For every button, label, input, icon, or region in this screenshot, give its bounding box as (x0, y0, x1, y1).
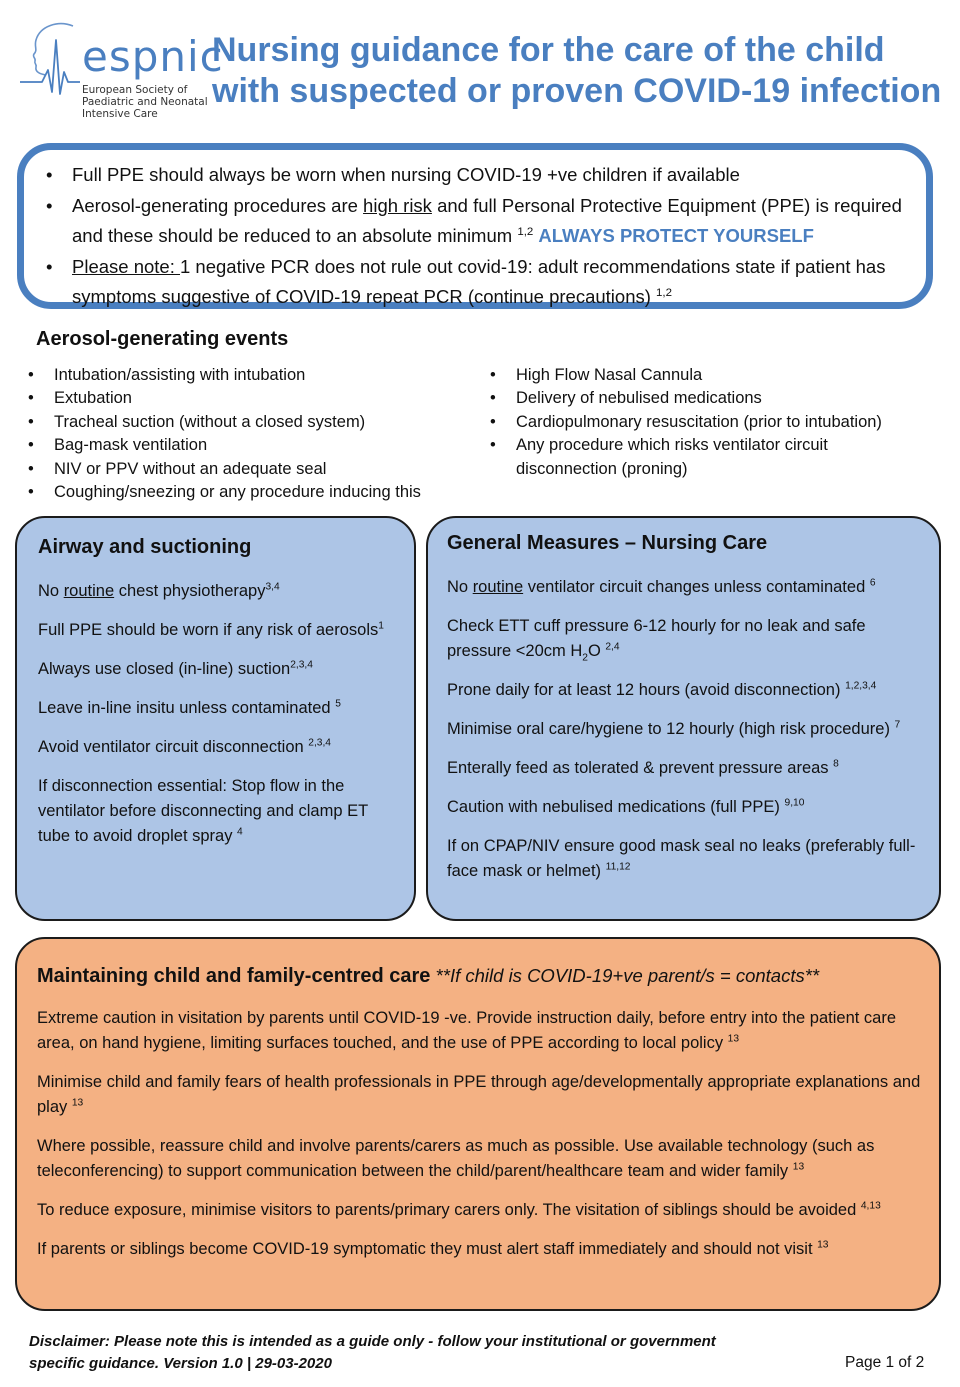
item-text: No (447, 578, 473, 596)
panel-title-text: Maintaining child and family-centred care (37, 965, 431, 987)
logo-subtitle-line: Paediatric and Neonatal (82, 96, 208, 108)
item-underlined: routine (63, 582, 115, 600)
item-text: If parents or siblings become COVID-19 symptomatic they must alert staff immediately and should not visit (37, 1240, 818, 1258)
reference-superscript: 13 (71, 1097, 84, 1109)
subscript: 2 (582, 652, 588, 664)
key-points-list (46, 160, 926, 313)
reference-superscript: 4,13 (860, 1200, 881, 1212)
item-text: Minimise child and family fears of health professionals in PPE through age/developmentally appropriate explanations and play (37, 1073, 921, 1116)
item-text: O (587, 642, 606, 660)
logo-subtitle (82, 84, 208, 120)
logo-wordmark: espnic (82, 32, 224, 81)
panel-item (37, 1237, 922, 1262)
panel-item (447, 575, 927, 600)
list-item: • Cardiopulmonary resuscitation (prior to intubation) (490, 411, 930, 434)
panel-item (447, 756, 927, 781)
reference-superscript: 3,4 (265, 581, 280, 593)
panel-title (37, 965, 819, 988)
item-text: Full PPE should be worn if any risk of aerosols (38, 621, 379, 639)
panel-item (447, 795, 927, 820)
panel-item (38, 657, 398, 682)
reference-superscript: 8 (833, 758, 839, 770)
family-items (37, 1006, 922, 1276)
panel-item (38, 579, 398, 604)
panel-item (447, 834, 927, 884)
list-item: • NIV or PPV without an adequate seal (28, 458, 468, 481)
item-text: chest physiotherapy (114, 582, 266, 600)
disclaimer-line: specific guidance. Version 1.0 | 29-03-2020 (29, 1355, 332, 1372)
reference-superscript: 9,10 (784, 797, 805, 809)
page-title-line: with suspected or proven COVID-19 infection (212, 72, 942, 110)
item-text: Extreme caution in visitation by parents until COVID-19 -ve. Provide instruction daily, before entry into the patient care area, on hand hygiene, limiting surfaces touched, and the use of PPE according to local policy (37, 1009, 897, 1052)
key-points-box (17, 143, 933, 309)
airway-items (38, 579, 398, 863)
page-title (212, 30, 952, 112)
list-item: • Coughing/sneezing or any procedure inducing this (28, 481, 468, 504)
panel-item (38, 618, 398, 643)
item-text: To reduce exposure, minimise visitors to parents/primary carers only. The visitation of siblings should be avoided (37, 1201, 861, 1219)
page-number: Page 1 of 2 (845, 1354, 925, 1371)
panel-item (38, 696, 398, 721)
item-text: Caution with nebulised medications (full PPE) (447, 798, 785, 816)
list-item: • Bag-mask ventilation (28, 434, 468, 457)
reference-superscript: 4 (237, 826, 243, 838)
logo-subtitle-line: European Society of (82, 84, 188, 96)
item-text: Prone daily for at least 12 hours (avoid disconnection) (447, 681, 846, 699)
aerosol-list-right (490, 364, 930, 481)
reference-superscript: 1 (378, 620, 384, 632)
panel-item (447, 614, 927, 664)
list-item: • Intubation/assisting with intubation (28, 364, 468, 387)
key-point (46, 160, 926, 191)
list-item: • Tracheal suction (without a closed system) (28, 411, 468, 434)
panel-item (38, 735, 398, 760)
reference-superscript: 11,12 (605, 861, 631, 873)
key-point-text: and full Personal Protective Equipment (PPE) is required and these should be reduced to an absolute minimum (72, 194, 902, 246)
item-text: Where possible, reassure child and involve parents/carers as much as possible. Use available technology (such as teleconferencing) to support communication between the child/parent/healthcare team and wider family (37, 1137, 875, 1180)
key-point (46, 252, 926, 313)
item-text: Avoid ventilator circuit disconnection (38, 738, 309, 756)
item-underlined: routine (472, 578, 524, 596)
reference-superscript: 6 (869, 577, 876, 589)
item-text: If disconnection essential: Stop flow in the ventilator before disconnecting and clamp ET tube to avoid droplet spray (38, 777, 368, 845)
reference-superscript: 2,4 (605, 641, 620, 653)
reference-superscript: 2,3,4 (290, 659, 313, 671)
panel-item (37, 1198, 922, 1223)
item-text: ventilator circuit changes unless contaminated (523, 578, 870, 596)
panel-item (447, 678, 927, 703)
key-point-text: Full PPE should always be worn when nursing COVID-19 +ve children if available (72, 164, 740, 185)
general-measures-panel (426, 516, 941, 921)
panel-item (37, 1070, 922, 1120)
family-centred-care-panel (15, 937, 941, 1311)
key-point-underlined: high risk (363, 194, 432, 216)
list-item: • Extubation (28, 387, 468, 410)
logo-subtitle-line: Intensive Care (82, 108, 158, 120)
key-point-text: Aerosol-generating procedures are (72, 194, 364, 216)
panel-item (38, 774, 398, 849)
reference-superscript: 2,3,4 (308, 737, 331, 749)
reference-superscript: 1,2 (656, 286, 672, 299)
aerosol-list-left (28, 364, 468, 504)
item-text: No (38, 582, 64, 600)
aerosol-section-title: Aerosol-generating events (36, 328, 289, 350)
general-items (447, 575, 927, 898)
contacts-note: If child is COVID-19+ve parent/s = contacts** (449, 965, 820, 986)
reference-superscript: 7 (894, 719, 901, 731)
reference-superscript: 1,2 (517, 225, 534, 238)
reference-superscript: 1,2,3,4 (845, 680, 877, 692)
disclaimer (29, 1331, 809, 1375)
item-text: Always use closed (in-line) suction (38, 660, 291, 678)
item-text: Minimise oral care/hygiene to 12 hourly (high risk procedure) (447, 720, 895, 738)
key-point (46, 191, 926, 252)
reference-superscript: 13 (792, 1161, 805, 1173)
reference-superscript: 5 (335, 698, 341, 710)
panel-item (447, 717, 927, 742)
key-point-underlined: Please note: (72, 255, 180, 277)
panel-title: General Measures – Nursing Care (447, 532, 768, 554)
list-item: • Any procedure which risks ventilator circuit disconnection (proning) (490, 434, 930, 481)
protect-yourself-emphasis: ALWAYS PROTECT YOURSELF (538, 225, 814, 246)
panel-title: Airway and suctioning (38, 536, 252, 558)
item-text: Check ETT cuff pressure 6-12 hourly for no leak and safe pressure <20cm H (447, 617, 866, 660)
panel-item (37, 1134, 922, 1184)
contacts-note-prefix: ** (430, 965, 450, 986)
reference-superscript: 13 (727, 1033, 740, 1045)
airway-suctioning-panel (15, 516, 416, 921)
child-profile-heartbeat-icon (18, 20, 82, 100)
reference-superscript: 13 (817, 1239, 829, 1251)
list-item: • High Flow Nasal Cannula (490, 364, 930, 387)
key-point-text: 1 negative PCR does not rule out covid-19: adult recommendations state if patient has symptoms suggestive of COVID-19 repeat PCR (continue precautions) (72, 255, 886, 307)
espnic-logo (18, 18, 224, 120)
item-text: Enterally feed as tolerated & prevent pressure areas (447, 759, 834, 777)
page-title-line: Nursing guidance for the care of the child (212, 31, 885, 69)
list-item: • Delivery of nebulised medications (490, 387, 930, 410)
disclaimer-line: Disclaimer: Please note this is intended as a guide only - follow your institutional or government (29, 1333, 716, 1350)
item-text: Leave in-line insitu unless contaminated (38, 699, 336, 717)
panel-item (37, 1006, 922, 1056)
item-text: If on CPAP/NIV ensure good mask seal no leaks (preferably full-face mask or helmet) (447, 837, 916, 880)
